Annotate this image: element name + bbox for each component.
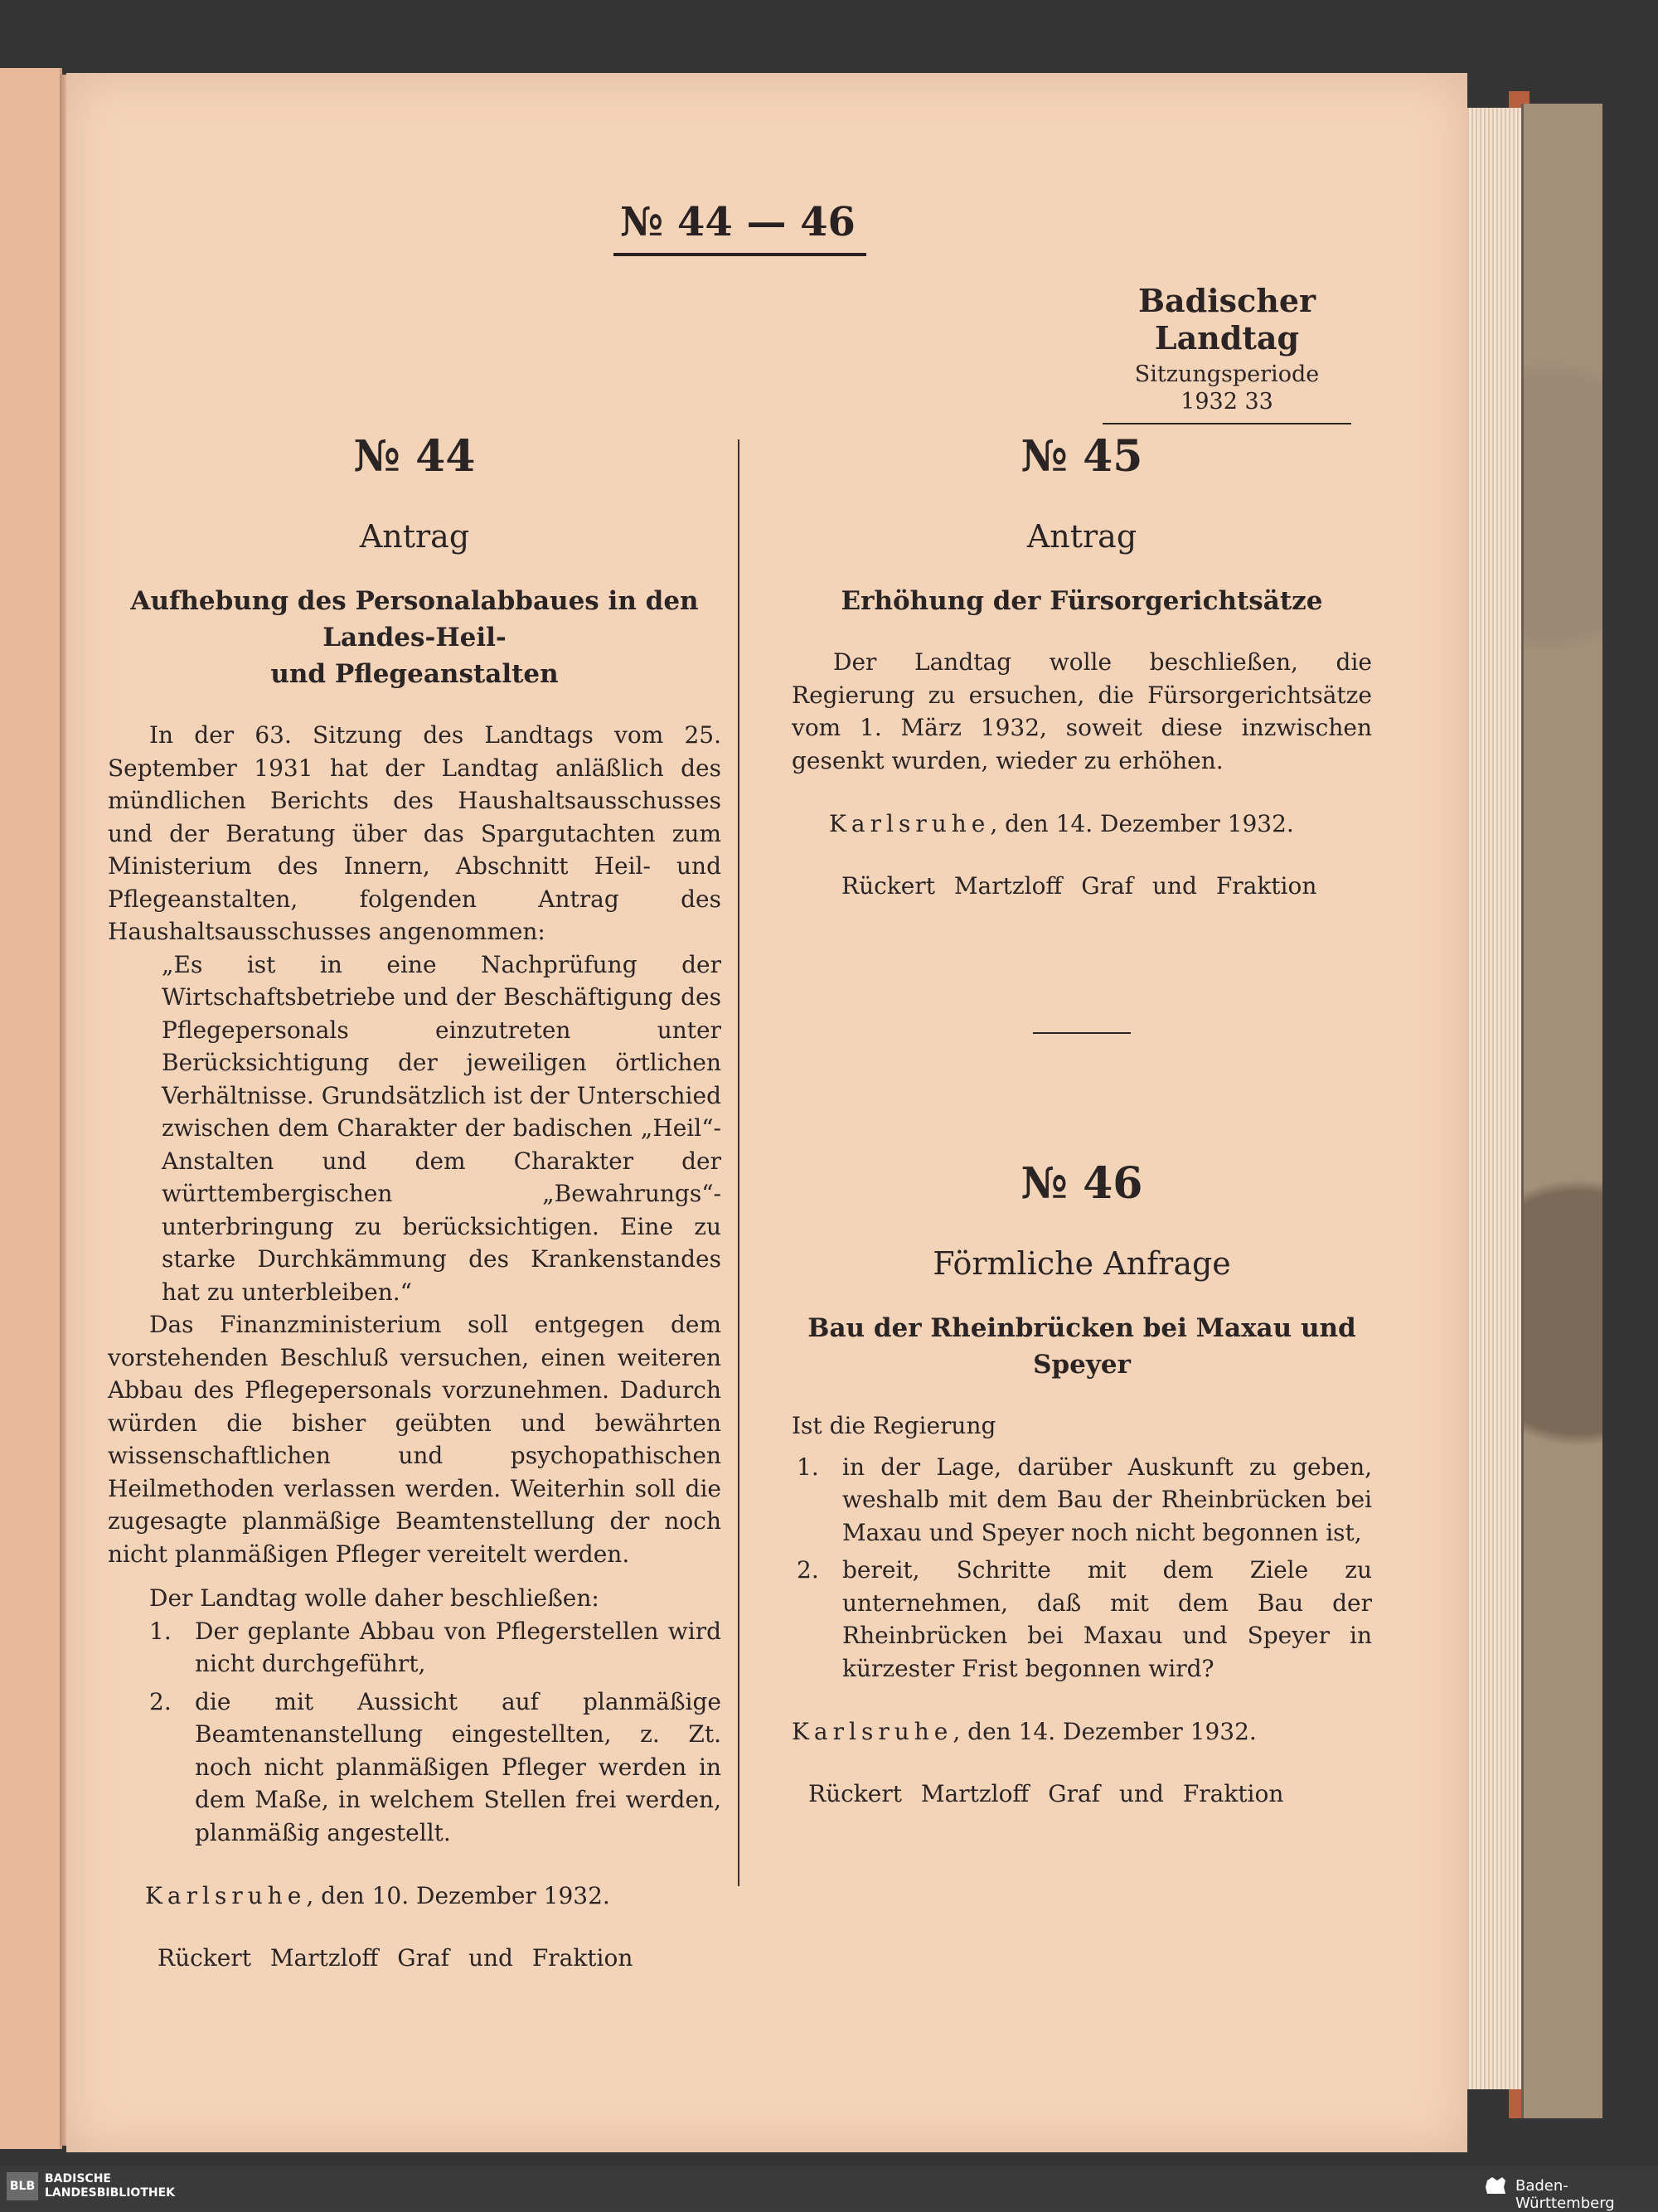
library-name-line1: BADISCHE [45, 2172, 111, 2185]
list-item: 1. in der Lage, darüber Auskunft zu geben, weshalb mit dem Bau der Rheinbrücken bei Maxau und Speyer noch nicht begonnen ist, [797, 1453, 1372, 1546]
doc45-place: Karlsruhe [829, 810, 991, 837]
session-label: Sitzungsperiode [1134, 361, 1320, 387]
doc44-number: № 44 [353, 431, 476, 482]
library-name [45, 2172, 175, 2200]
facing-page-edge [0, 68, 62, 2149]
document-45-46 [792, 431, 1372, 1807]
doc46-subject: Bau der Rheinbrücken bei Maxau und Speyer [807, 1313, 1356, 1380]
doc44-kind: Antrag [359, 518, 470, 555]
doc44-signers: Rückert Martzloff Graf und Fraktion [158, 1944, 633, 1972]
state-emblem-icon [1484, 2176, 1507, 2197]
section-separator [1033, 1032, 1131, 1034]
doc44-paragraph-2: Das Finanzministerium soll entgegen dem vorstehenden Beschluß versuchen, einen weiteren Abbau des Pflegepersonals vorzunehmen. Dadurch würden die bisher geübten und bewährten wissenschaftlichen und psychopathischen Heilmethoden verlassen werden. Weiterhin soll die zugesagte planmäßige Beamtenstellung der noch nicht planmäßigen Pfleger vereitelt werden. [108, 1311, 721, 1568]
issue-range-heading: № 44 — 46 [620, 199, 856, 245]
doc45-place-date [792, 810, 1372, 837]
doc46-date: , den 14. Dezember 1932. [953, 1718, 1257, 1745]
doc46-place: Karlsruhe [792, 1718, 953, 1745]
doc46-number: № 46 [1020, 1158, 1143, 1209]
doc46-signers: Rückert Martzloff Graf und Fraktion [808, 1780, 1284, 1807]
doc45-kind: Antrag [1026, 518, 1137, 555]
parliament-header-rule [1103, 423, 1351, 424]
doc46-kind: Förmliche Anfrage [933, 1245, 1231, 1282]
book-cover [1521, 104, 1602, 2118]
parliament-header [1094, 282, 1360, 424]
doc44-place: Karlsruhe [145, 1882, 307, 1909]
doc44-resolution-list [149, 1615, 721, 1850]
doc45-date: , den 14. Dezember 1932. [990, 810, 1294, 837]
list-item: 1. Der geplante Abbau von Pflegerstellen wird nicht durchgeführt, [149, 1617, 721, 1677]
parliament-name: Badischer Landtag [1137, 282, 1316, 357]
doc46-intro: Ist die Regierung [792, 1412, 996, 1439]
library-name-line2: LANDESBIBLIOTHEK [45, 2186, 176, 2200]
doc44-subject-line1: Aufhebung des Personalabbaues in den Landes-Heil- [130, 586, 699, 652]
doc45-body: Der Landtag wolle beschließen, die Regierung zu ersuchen, die Fürsorgerichtsätze vom 1. März 1932, soweit diese inzwischen gesenkt wurden, wieder zu erhöhen. [792, 648, 1372, 774]
document-44 [108, 431, 721, 1972]
column-divider [738, 439, 739, 1886]
page-stack-edge [1463, 108, 1521, 2089]
doc44-date: , den 10. Dezember 1932. [306, 1882, 610, 1909]
doc44-paragraph-1: In der 63. Sitzung des Landtags vom 25. September 1931 hat der Landtag anläßlich des mündlichen Berichts des Haushaltsausschusses und der Beratung über das Spargutachten zum Ministerium des Innern, Abschnitt Heil- und Pflegeanstalten, folgenden Antrag des Haushaltsausschusses angenommen: [108, 721, 721, 945]
doc45-signers: Rückert Martzloff Graf und Fraktion [841, 872, 1317, 900]
blb-logo[interactable]: BLB [7, 2172, 38, 2200]
list-item: 2. bereit, Schritte mit dem Ziele zu unternehmen, daß mit dem Bau der Rheinbrücken bei Maxau und Speyer in kürzester Frist begonnen wird? [797, 1556, 1372, 1682]
doc46-place-date [792, 1718, 1372, 1745]
list-item: 2. die mit Aussicht auf planmäßige Beamtenanstellung eingestellten, z. Zt. noch nicht planmäßigen Pfleger werden in dem Maße, in welchem Stellen frei werden, planmäßig angestellt. [149, 1687, 721, 1846]
doc44-place-date [108, 1882, 721, 1909]
doc44-resolution-intro: Der Landtag wolle daher beschließen: [149, 1584, 599, 1612]
issue-range-underline [613, 253, 866, 256]
viewer-footer [0, 2166, 1658, 2212]
doc45-number: № 45 [1020, 431, 1143, 482]
doc44-subject-line2: und Pflegeanstalten [270, 659, 559, 689]
doc45-subject: Erhöhung der Fürsorgerichtsätze [841, 586, 1323, 616]
session-years: 1932 33 [1180, 389, 1273, 415]
doc44-quote: „Es ist in eine Nachprüfung der Wirtschaftsbetriebe und der Beschäftigung des Pflegepersonals einzutreten unter Berücksichtigung der jeweiligen örtlichen Verhältnisse. Grundsätzlich ist der Unterschied zwischen dem Charakter der badischen „Heil“-Anstalten und dem Charakter der württembergischen „Bewahrungs“-unterbringung zu berücksichtigen. Eine zu starke Durchkämmung des Krankenstandes hat zu unterbleiben.“ [162, 950, 721, 1306]
doc46-question-list [797, 1451, 1372, 1686]
state-label[interactable]: Baden-Württemberg [1515, 2177, 1615, 2212]
doc44-subject [108, 583, 721, 692]
